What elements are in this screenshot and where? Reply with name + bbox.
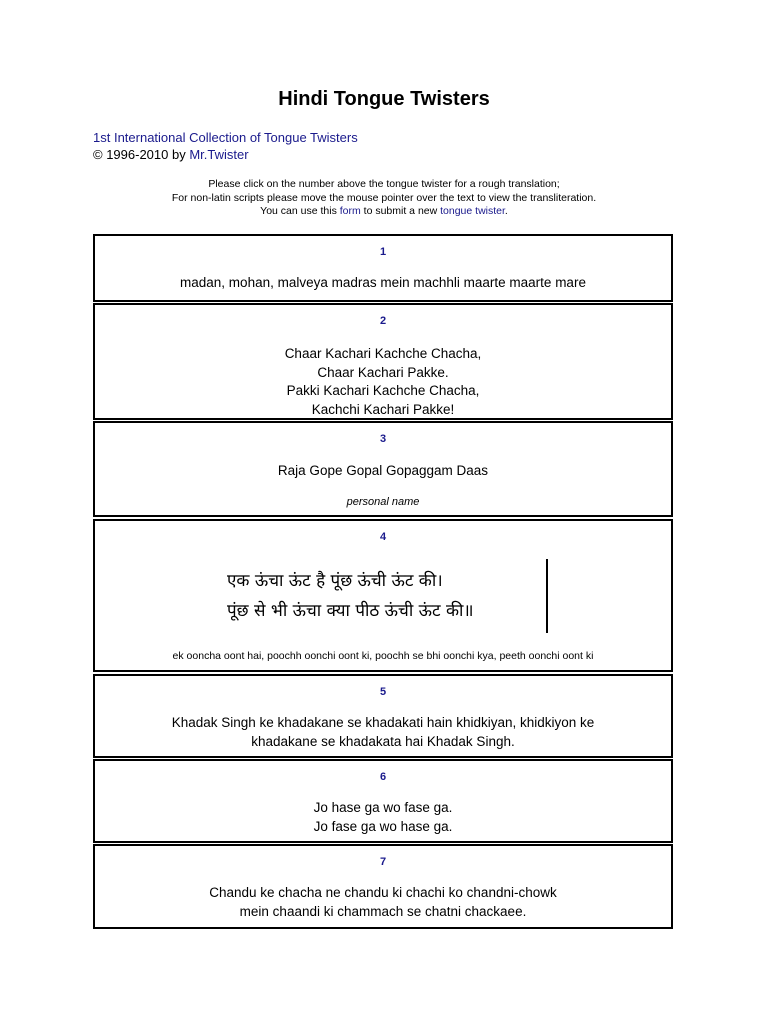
twister-line: mein chaandi ki chammach se chatni chackaee.: [239, 903, 527, 919]
twister-number-link[interactable]: 5: [379, 686, 387, 698]
twister-card: [93, 519, 673, 672]
verse-end-bar: [546, 559, 548, 633]
collection-link[interactable]: 1st International Collection of Tongue Twisters: [93, 130, 358, 145]
twister-line: Khadak Singh ke khadakane se khadakati hain khidkiyan, khidkiyon ke: [171, 715, 595, 730]
twister-text: [95, 799, 671, 836]
twister-text: [95, 714, 671, 751]
form-link[interactable]: form: [339, 205, 361, 217]
twister-number-link[interactable]: 2: [379, 315, 387, 327]
twister-number-link[interactable]: 4: [379, 531, 387, 543]
twister-line: madan, mohan, malveya madras mein machhli maarte maarte mare: [180, 275, 586, 290]
instruction-line-2: For non-latin scripts please move the mouse pointer over the text to view the transliteration.: [171, 191, 597, 204]
twister-number-link[interactable]: 6: [379, 771, 387, 783]
instruction-text: .: [504, 205, 508, 217]
twister-text: [95, 884, 671, 921]
twister-number-link[interactable]: 7: [379, 856, 387, 868]
twister-card: [93, 674, 673, 758]
twister-line: Chaar Kachari Kachche Chacha,: [284, 346, 482, 361]
twister-card: [93, 759, 673, 843]
twister-line: Chaar Kachari Pakke.: [317, 364, 449, 380]
twister-note: personal name: [346, 496, 420, 508]
intro-block: [93, 129, 358, 163]
author-link[interactable]: Mr.Twister: [189, 147, 249, 162]
instructions: [0, 178, 768, 219]
twister-number-link[interactable]: 1: [379, 246, 387, 258]
twister-line: khadakane se khadakata hai Khadak Singh.: [251, 733, 515, 749]
twister-line: Raja Gope Gopal Gopaggam Daas: [277, 463, 489, 478]
transliteration: ek ooncha oont hai, poochh oonchi oont ki, poochh se bhi oonchi kya, peeth oonchi oont ki: [172, 650, 594, 662]
twister-line: Kachchi Kachari Pakke!: [311, 401, 455, 417]
page-title: Hindi Tongue Twisters: [278, 88, 490, 110]
twister-line: Pakki Kachari Kachche Chacha,: [286, 383, 480, 398]
twister-card: [93, 844, 673, 929]
instruction-line-1: Please click on the number above the tongue twister for a rough translation;: [208, 178, 560, 190]
tongue-twister-link[interactable]: tongue twister: [440, 205, 505, 217]
instruction-line-3: [0, 205, 768, 219]
devanagari-text[interactable]: [227, 566, 543, 626]
twister-number-link[interactable]: 3: [379, 433, 387, 445]
instruction-text: to submit a new: [360, 205, 441, 217]
twister-card: [93, 234, 673, 302]
twister-card: [93, 421, 673, 517]
twister-line: Chandu ke chacha ne chandu ki chachi ko chandni-chowk: [209, 885, 557, 900]
copyright-line: [93, 146, 358, 163]
copyright-text: © 1996-2010 by: [93, 147, 190, 162]
twister-text: [95, 462, 671, 481]
twister-card: [93, 303, 673, 420]
twister-text: [95, 345, 671, 419]
twister-text: [95, 274, 671, 293]
twister-line: Jo fase ga wo hase ga.: [313, 818, 453, 834]
devanagari-line: पूंछ से भी ऊंचा क्या पीठ ऊंची ऊंट की॥: [227, 601, 474, 621]
instruction-text: You can use this: [260, 205, 340, 217]
twister-line: Jo hase ga wo fase ga.: [313, 800, 453, 815]
devanagari-line: एक ऊंचा ऊंट है पूंछ ऊंची ऊंट की।: [227, 571, 443, 591]
